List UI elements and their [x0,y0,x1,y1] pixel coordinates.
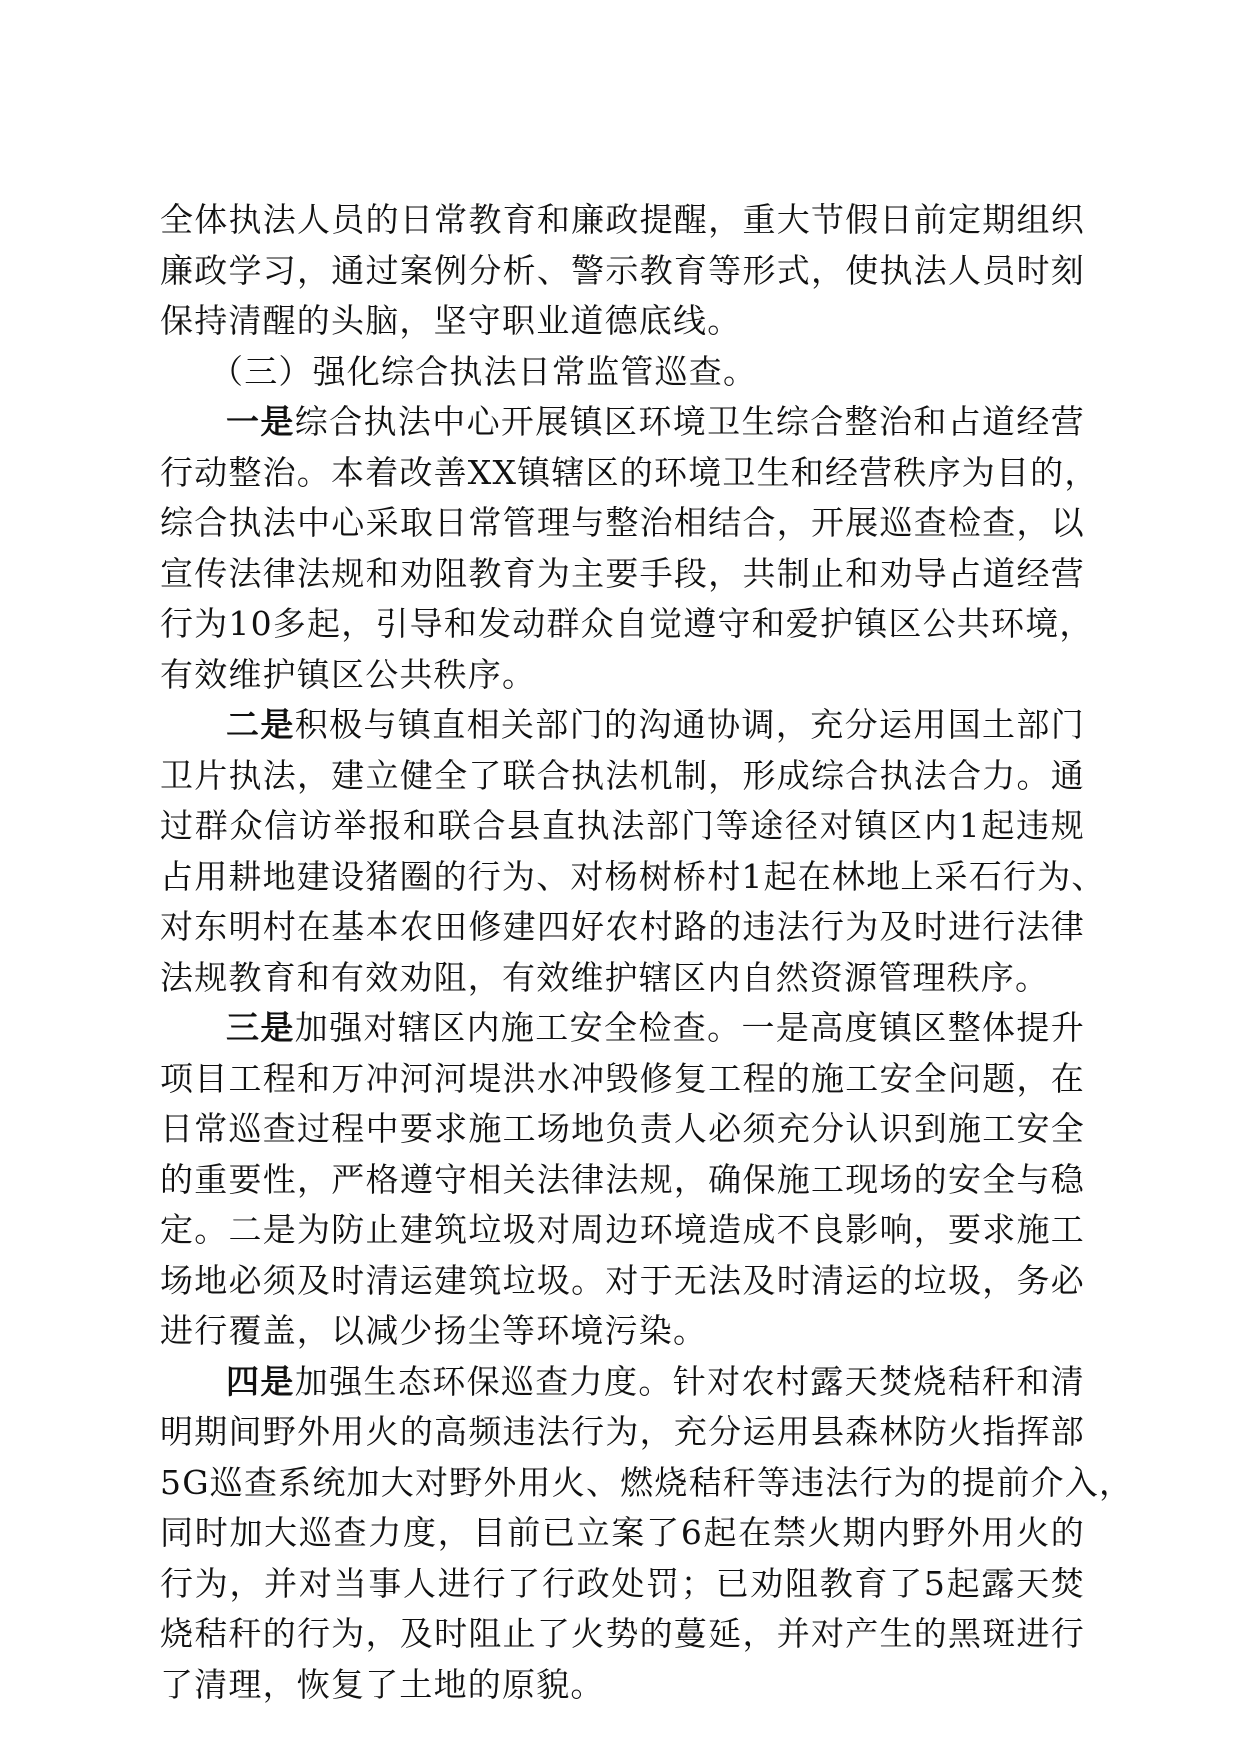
text-line: 场地必须及时清运建筑垃圾。对于无法及时清运的垃圾，务必 [160,1260,1085,1300]
paragraph-lead: 三是 [226,1008,295,1047]
paragraph-first-line [160,1003,1085,1054]
paragraph-item-4 [160,1357,1134,1711]
paragraph-first-line-text: 积极与镇直相关部门的沟通协调，充分运用国土部门 [294,705,1085,744]
text-line: 了清理，恢复了土地的原貌。 [160,1664,605,1704]
text-line: 保持清醒的头脑，坚守职业道德底线。 [160,301,742,340]
text-line: 行为，并对当事人进行了行政处罚；已劝阻教育了5起露天焚 [160,1563,1085,1603]
text-line: 廉政学习，通过案例分析、警示教育等形式，使执法人员时刻 [160,250,1085,290]
text-line: 行动整治。本着改善XX镇辖区的环境卫生和经营秩序为目的， [160,452,1099,492]
paragraph-continuation [160,195,1085,347]
text-line: 同时加大巡查力度，目前已立案了6起在禁火期内野外用火的 [160,1513,1085,1552]
document-page [160,195,1134,1710]
text-line: 综合执法中心采取日常管理与整治相结合，开展巡查检查，以 [160,503,1085,542]
paragraph-first-line [160,1357,1085,1408]
paragraph-lead: 四是 [226,1361,295,1401]
text-line: 对东明村在基本农田修建四好农村路的违法行为及时进行法律 [160,907,1085,946]
text-line: 宣传法律法规和劝阻教育为主要手段，共制止和劝导占道经营 [160,553,1085,593]
text-line: 进行覆盖，以减少扬尘等环境污染。 [160,1311,708,1350]
text-line: 烧秸秆的行为，及时阻止了火势的蔓延，并对产生的黑斑进行 [160,1614,1085,1653]
text-line: 卫片执法，建立健全了联合执法机制，形成综合执法合力。通 [160,755,1085,795]
paragraph-item-3 [160,1003,1085,1357]
text-line: 项目工程和万冲河河堤洪水冲毁修复工程的施工安全问题，在 [160,1058,1085,1098]
text-line: 行为10多起，引导和发动群众自觉遵守和爱护镇区公共环境， [160,604,1094,643]
paragraph-item-2 [160,700,1106,1003]
text-line: 定。二是为防止建筑垃圾对周边环境造成不良影响，要求施工 [160,1210,1085,1249]
paragraph-item-1 [160,397,1099,700]
paragraph-first-line-text: 加强生态环保巡查力度。针对农村露天焚烧秸秆和清 [294,1361,1085,1401]
text-line: 的重要性，严格遵守相关法律法规，确保施工现场的安全与稳 [160,1159,1085,1199]
paragraph-lead: 一是 [226,402,295,441]
paragraph-first-line-text: 综合执法中心开展镇区环境卫生综合整治和占道经营 [294,402,1085,441]
paragraph-first-line [160,700,1085,751]
text-line: 过群众信访举报和联合县直执法部门等途径对镇区内1起违规 [160,806,1085,845]
text-line: 明期间野外用火的高频违法行为，充分运用县森林防火指挥部 [160,1412,1085,1451]
text-line: 占用耕地建设猪圈的行为、对杨树桥村1起在林地上采石行为、 [160,856,1106,896]
paragraph-first-line-text: 加强对辖区内施工安全检查。一是高度镇区整体提升 [294,1008,1085,1047]
paragraph-lead: 二是 [226,705,295,744]
section-heading: （三）强化综合执法日常监管巡查。 [210,351,758,391]
paragraph-first-line [160,397,1085,448]
text-line: 有效维护镇区公共秩序。 [160,654,537,694]
text-line: 日常巡查过程中要求施工场地负责人必须充分认识到施工安全 [160,1109,1085,1148]
text-line: 5G巡查系统加大对野外用火、燃烧秸秆等违法行为的提前介入， [160,1462,1134,1502]
text-line: 法规教育和有效劝阻，有效维护辖区内自然资源管理秩序。 [160,957,1050,997]
text-line: 全体执法人员的日常教育和廉政提醒，重大节假日前定期组织 [160,200,1085,239]
